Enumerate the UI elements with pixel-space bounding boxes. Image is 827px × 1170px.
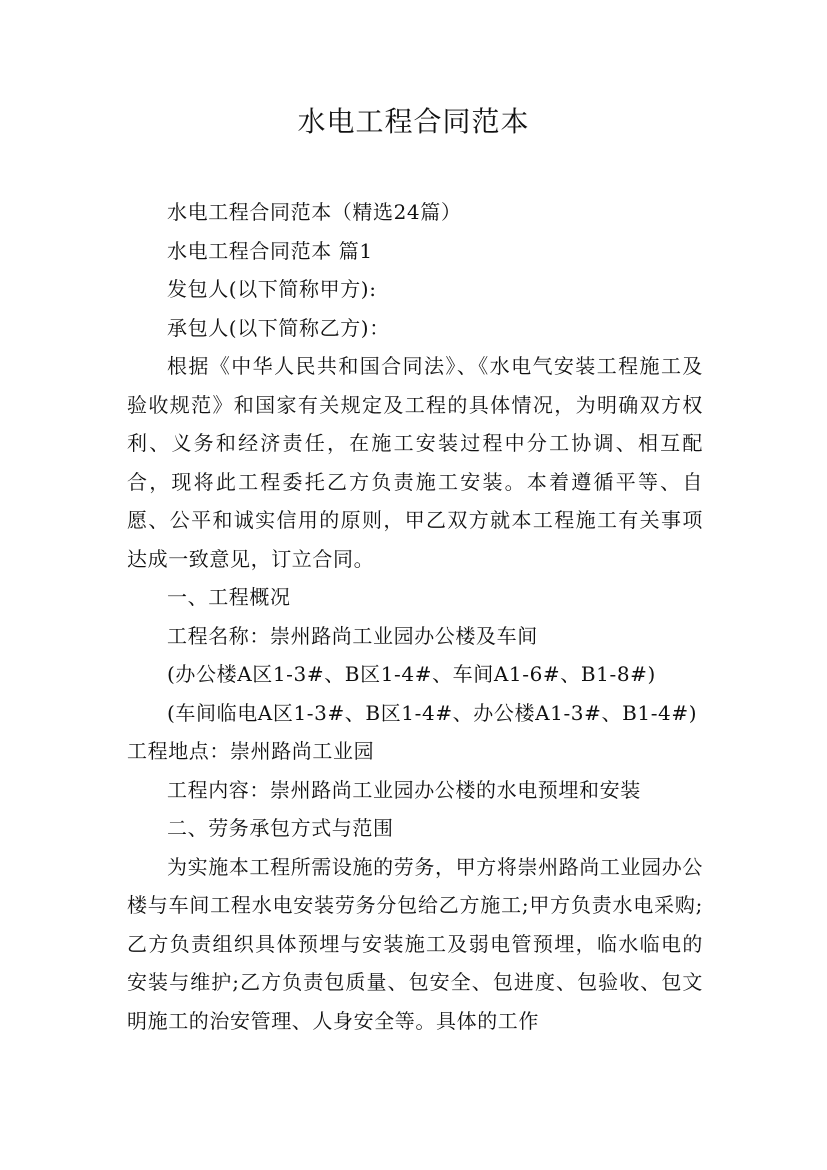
party-b-line: 承包人(以下简称乙方)： — [167, 315, 390, 340]
contract-subtitle: 水电工程合同范本（精选24篇） — [167, 200, 462, 224]
section-heading-overview: 一、工程概况 — [167, 585, 291, 609]
project-content-line: 工程内容：崇州路尚工业园办公楼的水电预埋和安装 — [167, 777, 641, 802]
project-scope-office-line: (办公楼A区1-3#、B区1-4#、车间A1-6#、B1-8#) — [167, 662, 656, 686]
document-body — [127, 193, 703, 1040]
document-title: 水电工程合同范本 — [297, 105, 530, 138]
preamble-paragraph: 根据《中华人民共和国合同法》、《水电气安装工程施工及验收规范》和国家有关规定及工程的具体情况，为明确双方权利、义务和经济责任，在施工安装过程中分工协调、相互配合，现将此工程委托乙方负责施工安装。本着遵循平等、自愿、公平和诚实信用的原则，甲乙双方就本工程施工有关事项达成一致意见，订立合同。 — [127, 354, 703, 571]
contract-section-heading: 水电工程合同范本 篇1 — [167, 238, 373, 263]
project-name-line: 工程名称：崇州路尚工业园办公楼及车间 — [167, 623, 538, 648]
project-location-line: 工程地点：崇州路尚工业园 — [127, 739, 375, 763]
project-scope-temporary-power-line: (车间临电A区1-3#、B区1-4#、办公楼A1-3#、B1-4#) — [167, 700, 698, 725]
section-heading-labor: 二、劳务承包方式与范围 — [167, 816, 394, 840]
party-a-line: 发包人(以下简称甲方): — [167, 277, 377, 301]
labor-scope-paragraph: 为实施本工程所需设施的劳务，甲方将崇州路尚工业园办公楼与车间工程水电安装劳务分包给乙方施工;甲方负责水电采购;乙方负责组织具体预埋与安装施工及弱电管预埋，临水临电的安装与维护;乙方负责包质量、包安全、包进度、包验收、包文明施工的治安管理、人身安全等。具体的工作 — [127, 854, 703, 1033]
